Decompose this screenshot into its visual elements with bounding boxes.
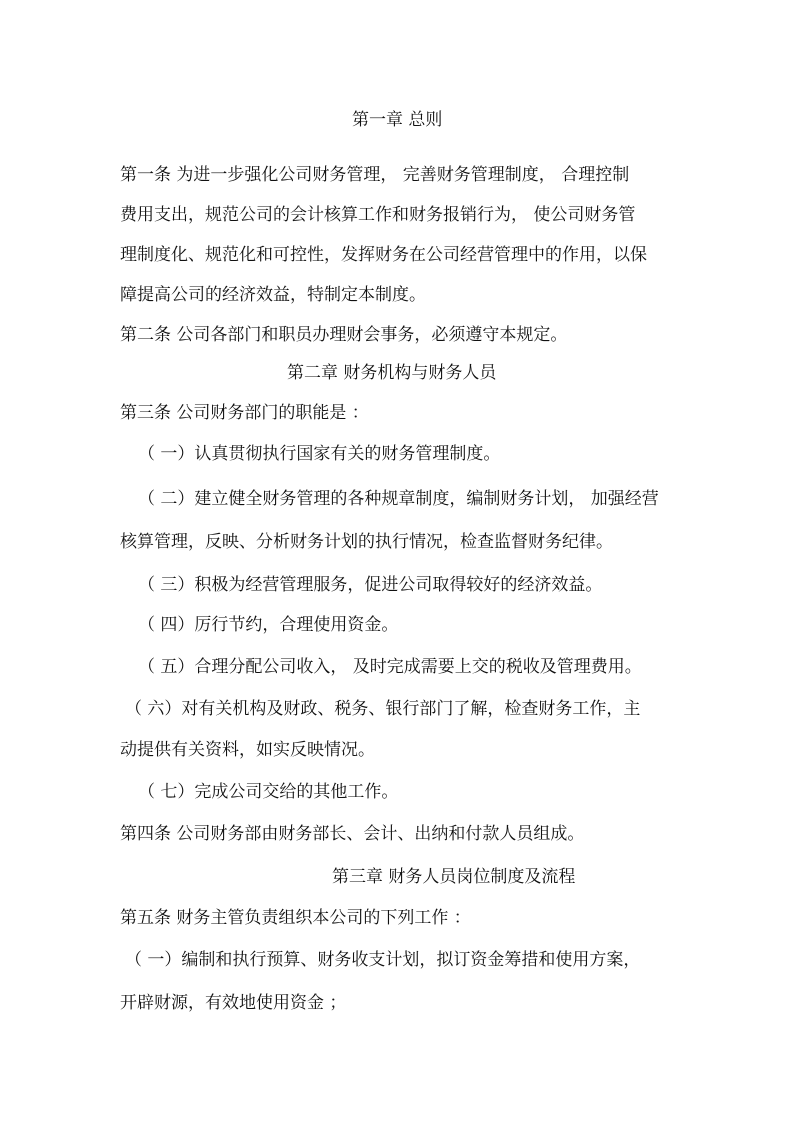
article-2-text: 第二条 公司各部门和职员办理财会事务，必须遵守本规定。 [120, 325, 568, 345]
article-3-item-continuation: 动提供有关资料，如实反映情况。 [120, 740, 375, 760]
chapter-3-heading: 第三章 财务人员岗位制度及流程 [332, 867, 576, 887]
article-3-item: （ 三）积极为经营管理服务，促进公司取得较好的经济效益。 [138, 575, 603, 595]
article-3-item: （ 七）完成公司交给的其他工作。 [138, 782, 399, 802]
article-3-item: （ 四）厉行节约，合理使用资金。 [138, 615, 399, 635]
article-3-item-continuation: 核算管理，反映、分析财务计划的执行情况，检查监督财务纪律。 [120, 532, 613, 552]
article-3-item: （ 五）合理分配公司收入， 及时完成需要上交的税收及管理费用。 [138, 657, 642, 677]
article-4-text: 第四条 公司财务部由财务部长、会计、出纳和付款人员组成。 [120, 824, 585, 844]
article-3-item: （ 二）建立健全财务管理的各种规章制度，编制财务计划， 加强经营 [138, 489, 659, 509]
article-1-line: 理制度化、规范化和可控性，发挥财务在公司经营管理中的作用，以保 [120, 245, 647, 265]
article-3-item: （ 六）对有关机构及财政、税务、银行部门了解，检查财务工作，主 [125, 699, 641, 719]
article-5-item: （ 一）编制和执行预算、财务收支计划，拟订资金筹措和使用方案， [125, 950, 641, 970]
article-5-intro: 第五条 财务主管负责组织本公司的下列工作 ： [120, 908, 471, 928]
chapter-1-heading: 第一章 总则 [352, 110, 443, 130]
article-1-line: 障提高公司的经济效益，特制定本制度。 [120, 285, 426, 305]
chapter-2-heading: 第二章 财务机构与财务人员 [287, 363, 497, 383]
article-1-line: 费用支出，规范公司的会计核算工作和财务报销行为， 使公司财务管 [120, 205, 636, 225]
article-3-intro: 第三条 公司财务部门的职能是 ： [120, 403, 369, 423]
article-5-item-continuation: 开辟财源，有效地使用资金 ； [120, 993, 347, 1013]
article-3-item: （ 一）认真贯彻执行国家有关的财务管理制度。 [138, 444, 501, 464]
article-1-line: 第一条 为进一步强化公司财务管理， 完善财务管理制度， 合理控制 [120, 165, 630, 185]
